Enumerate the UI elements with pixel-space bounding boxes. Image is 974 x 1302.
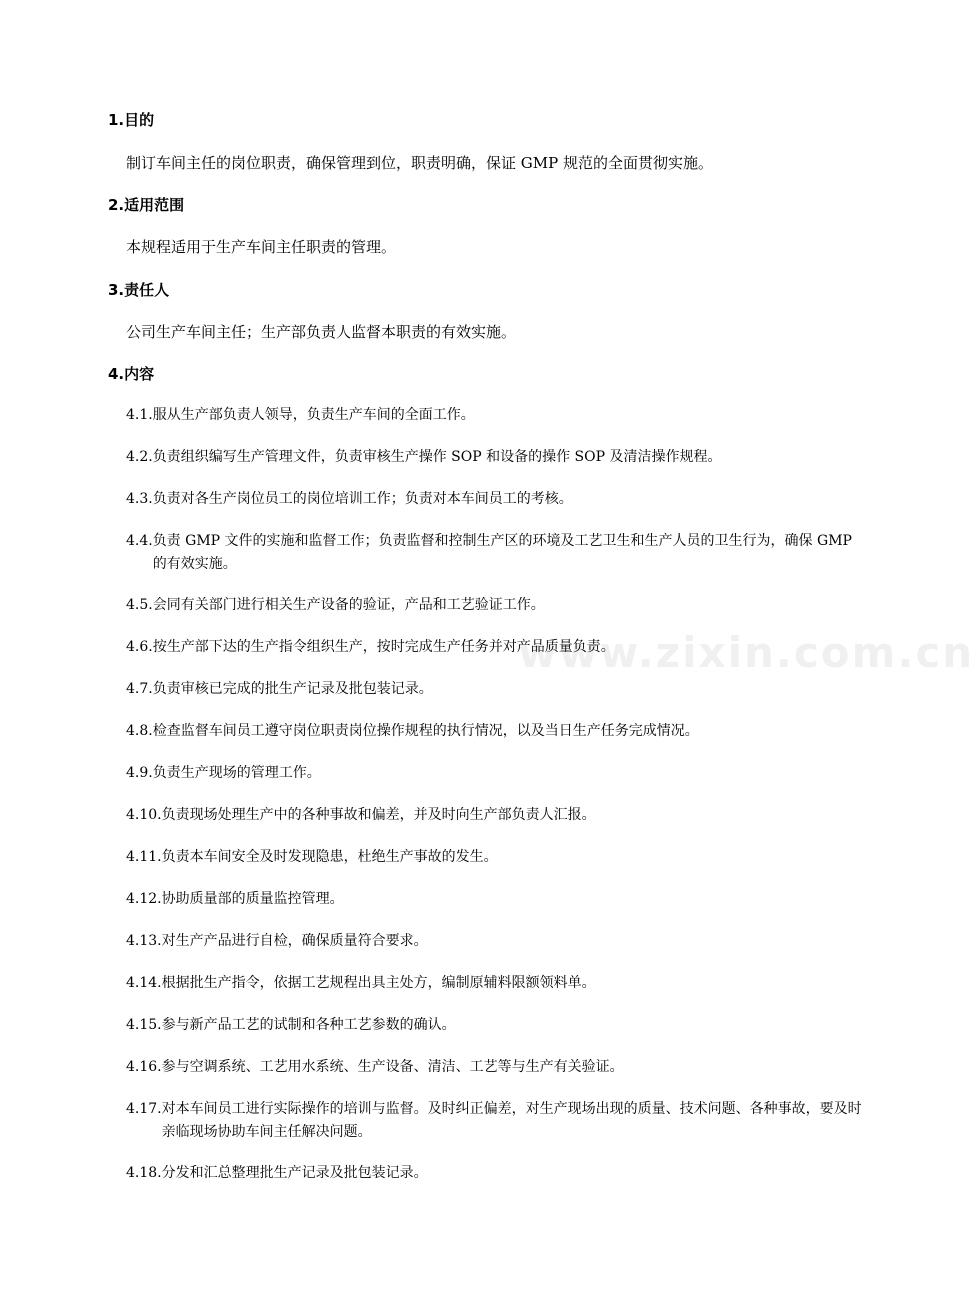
item-number: 4.8.: [126, 723, 153, 739]
section-heading-content: 4.内容: [108, 365, 155, 383]
item-number: 4.5.: [126, 597, 153, 613]
item-text: 服从生产部负责人领导，负责生产车间的全面工作。: [152, 407, 475, 423]
item-text: 分发和汇总整理批生产记录及批包装记录。: [161, 1165, 428, 1181]
list-item: [126, 1162, 866, 1185]
item-text: 根据批生产指令，依据工艺规程出具主处方，编制原辅料限额领料单。: [161, 975, 596, 991]
item-text: 负责对各生产岗位员工的岗位培训工作；负责对本车间员工的考核。: [152, 491, 573, 507]
list-item: [126, 404, 866, 427]
item-number: 4.6.: [126, 639, 153, 655]
watermark: www.zixin.com.cn: [518, 628, 974, 677]
item-number: 4.11.: [126, 849, 162, 865]
list-item: [126, 762, 866, 785]
item-number: 4.14.: [126, 975, 162, 991]
list-item: [126, 488, 866, 511]
item-text: 参与空调系统、工艺用水系统、生产设备、清洁、工艺等与生产有关验证。: [161, 1059, 624, 1075]
item-text: 检查监督车间员工遵守岗位职责岗位操作规程的执行情况，以及当日生产任务完成情况。: [152, 723, 699, 739]
item-number: 4.3.: [126, 491, 153, 507]
list-item: [126, 720, 866, 743]
list-item: [126, 1098, 866, 1144]
item-number: 4.16.: [126, 1059, 162, 1075]
list-item: [126, 1014, 866, 1037]
list-item: [126, 636, 866, 659]
item-number: 4.12.: [126, 891, 162, 907]
item-number: 4.10.: [126, 807, 162, 823]
item-number: 4.4.: [126, 533, 153, 549]
item-number: 4.1.: [126, 407, 153, 423]
list-item: [126, 972, 866, 995]
section-heading-purpose: 1.目的: [108, 111, 155, 129]
list-item: [126, 594, 866, 617]
list-item: [126, 888, 866, 911]
item-text: 对本车间员工进行实际操作的培训与监督。及时纠正偏差，对生产现场出现的质量、技术问题、各种事故，要及时亲临现场协助车间主任解决问题。: [161, 1101, 862, 1140]
item-number: 4.7.: [126, 681, 153, 697]
list-item: [126, 930, 866, 953]
item-number: 4.17.: [126, 1101, 162, 1117]
section-heading-responsible: 3.责任人: [108, 281, 170, 299]
list-item: [126, 678, 866, 701]
item-number: 4.2.: [126, 449, 153, 465]
section-heading-scope: 2.适用范围: [108, 196, 185, 214]
list-item: [126, 846, 866, 869]
section-text-responsible: 公司生产车间主任；生产部负责人监督本职责的有效实施。: [126, 323, 517, 341]
section-text-purpose: 制订车间主任的岗位职责，确保管理到位，职责明确，保证 GMP 规范的全面贯彻实施。: [126, 154, 713, 172]
item-text: 负责生产现场的管理工作。: [152, 765, 321, 781]
item-number: 4.15.: [126, 1017, 162, 1033]
section-text-scope: 本规程适用于生产车间主任职责的管理。: [126, 238, 397, 256]
item-number: 4.9.: [126, 765, 153, 781]
list-item: [126, 804, 866, 827]
item-text: 负责审核已完成的批生产记录及批包装记录。: [152, 681, 433, 697]
item-text: 负责本车间安全及时发现隐患，杜绝生产事故的发生。: [161, 849, 498, 865]
item-number: 4.13.: [126, 933, 162, 949]
item-text: 按生产部下达的生产指令组织生产，按时完成生产任务并对产品质量负责。: [152, 639, 615, 655]
item-text: 对生产产品进行自检，确保质量符合要求。: [161, 933, 428, 949]
list-item: [126, 530, 866, 576]
item-text: 会同有关部门进行相关生产设备的验证，产品和工艺验证工作。: [152, 597, 545, 613]
item-number: 4.18.: [126, 1165, 162, 1181]
item-text: 协助质量部的质量监控管理。: [161, 891, 344, 907]
item-text: 负责 GMP 文件的实施和监督工作；负责监督和控制生产区的环境及工艺卫生和生产人员的卫生行为，确保 GMP 的有效实施。: [152, 533, 852, 572]
item-text: 负责现场处理生产中的各种事故和偏差，并及时向生产部负责人汇报。: [161, 807, 596, 823]
list-item: [126, 1056, 866, 1079]
item-text: 参与新产品工艺的试制和各种工艺参数的确认。: [161, 1017, 456, 1033]
item-text: 负责组织编写生产管理文件，负责审核生产操作 SOP 和设备的操作 SOP 及清洁操作规程。: [152, 449, 722, 465]
list-item: [126, 446, 866, 469]
